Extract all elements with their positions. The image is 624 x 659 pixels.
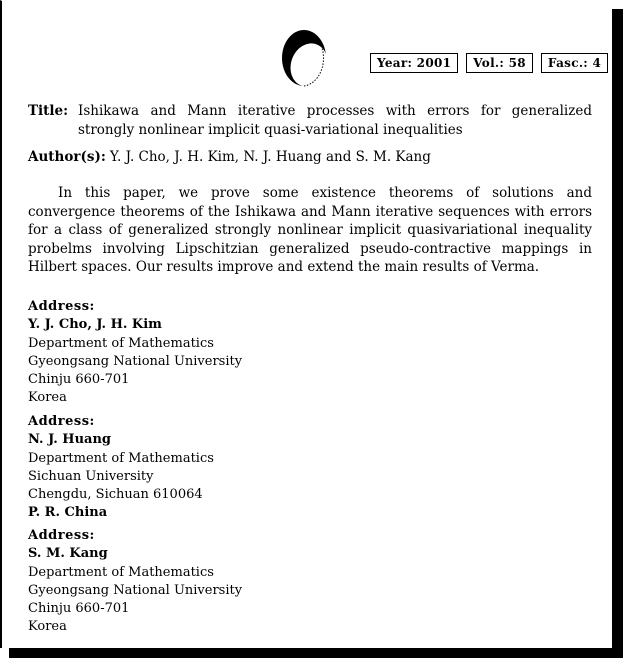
fascicle-badge: Fasc.: 4 <box>541 53 608 73</box>
address-block <box>28 298 328 408</box>
title-row <box>28 102 592 140</box>
address-heading: Address: <box>28 528 95 543</box>
authors: Y. J. Cho, J. H. Kim, N. J. Huang and S. M. Kang <box>109 149 431 165</box>
address-heading: Address: <box>28 414 95 429</box>
title-label: Title: <box>28 103 69 119</box>
address-line: Chengdu, Sichuan 610064 <box>28 487 203 503</box>
abstract: In this paper, we prove some existence theorems of solutions and convergence theorems of the Ishikawa and Mann iterative sequences with errors for a class of generalized strongly nonlinear implicit quasivariational inequality probelms involving Lipschitzian generalized pseudo-contractive mappings in Hilbert spaces. Our results improve and extend the main results of Verma. <box>28 185 592 276</box>
address-line: Gyeongsang National University <box>28 582 243 598</box>
address-line: Korea <box>28 390 67 406</box>
year-badge: Year: 2001 <box>370 53 458 73</box>
authors-label: Author(s): <box>28 149 106 165</box>
address-name: Y. J. Cho, J. H. Kim <box>28 317 162 333</box>
address-line: Chinju 660-701 <box>28 372 130 388</box>
address-name: S. M. Kang <box>28 546 108 562</box>
authors-row <box>28 148 431 167</box>
journal-logo-icon <box>280 29 328 87</box>
address-name: N. J. Huang <box>28 432 111 448</box>
address-line: Chinju 660-701 <box>28 601 130 617</box>
address-heading: Address: <box>28 299 95 314</box>
address-line: Department of Mathematics <box>28 564 214 580</box>
address-line: Department of Mathematics <box>28 450 214 466</box>
paper-title: Ishikawa and Mann iterative processes with errors for generalized strongly nonlinear implicit quasi-variational inequalities <box>78 103 592 138</box>
address-line: Sichuan University <box>28 468 154 484</box>
address-line: Gyeongsang National University <box>28 353 243 369</box>
address-line: Department of Mathematics <box>28 335 214 351</box>
issue-info <box>370 53 608 73</box>
address-block <box>28 527 328 637</box>
address-block <box>28 413 328 523</box>
address-line: Korea <box>28 619 67 635</box>
volume-badge: Vol.: 58 <box>466 53 533 73</box>
address-country: P. R. China <box>28 505 108 521</box>
